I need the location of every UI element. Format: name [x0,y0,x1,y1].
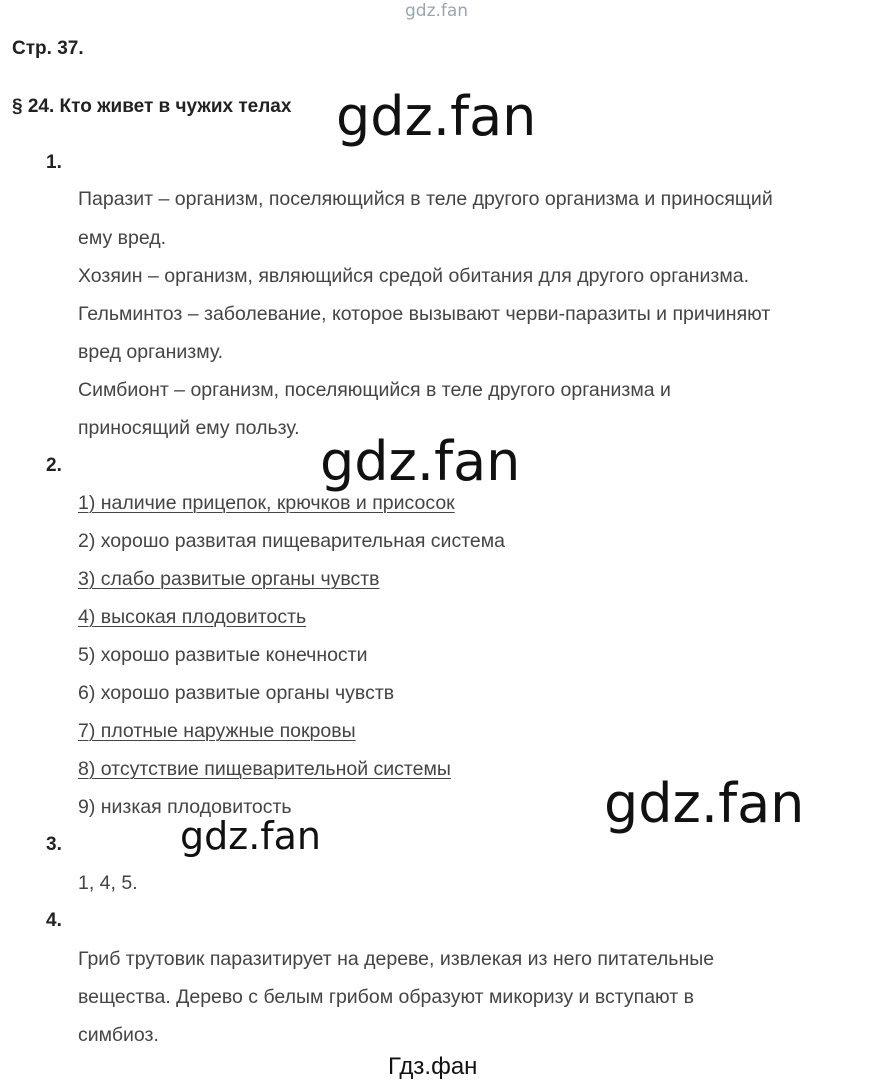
section-title: § 24. Кто живет в чужих телах [12,96,292,117]
q2-option: 3) слабо развитые органы чувств [78,568,380,590]
q2-option: 1) наличие прицепок, крючков и присосок [78,492,455,514]
q1-line: Паразит – организм, поселяющийся в теле другого организма и приносящий [78,188,773,210]
q1-line: вред организму. [78,341,224,363]
watermark: gdz.fan [336,85,537,148]
q2-option: 6) хорошо развитые органы чувств [78,682,395,704]
q4-line: Гриб трутовик паразитирует на дереве, извлекая из него питательные [78,948,715,970]
q2-option: 5) хорошо развитые конечности [78,644,368,666]
watermark: gdz.fan [604,772,805,835]
q1-line: Симбионт – организм, поселяющийся в теле другого организма и [78,379,671,401]
watermark: gdz.fan [320,430,521,493]
q2-option: 9) низкая плодовитость [78,796,292,818]
q2-option: 2) хорошо развитая пищеварительная система [78,530,506,552]
q4-line: симбиоз. [78,1024,159,1046]
q4-line: вещества. Дерево с белым грибом образуют микоризу и вступают в [78,986,694,1008]
page-label: Стр. 37. [12,38,84,59]
q2-option: 7) плотные наружные покровы [78,720,356,742]
q3-answer: 1, 4, 5. [78,872,138,894]
q1-line: ему вред. [78,227,167,249]
watermark: gdz.fan [180,814,322,858]
q1-line: приносящий ему пользу. [78,417,300,439]
question-number: 2. [46,455,62,476]
q1-line: Хозяин – организм, являющийся средой обитания для другого организма. [78,265,750,287]
q2-option: 8) отсутствие пищеварительной системы [78,758,451,780]
question-number: 1. [46,152,62,173]
footer-label: Гдз.фан [388,1053,478,1080]
q1-line: Гельминтоз – заболевание, которое вызывают черви-паразиты и причиняют [78,303,771,325]
question-number: 3. [46,834,62,855]
question-number: 4. [46,910,62,931]
q2-option: 4) высокая плодовитость [78,606,307,628]
watermark-top: gdz.fan [405,1,469,21]
